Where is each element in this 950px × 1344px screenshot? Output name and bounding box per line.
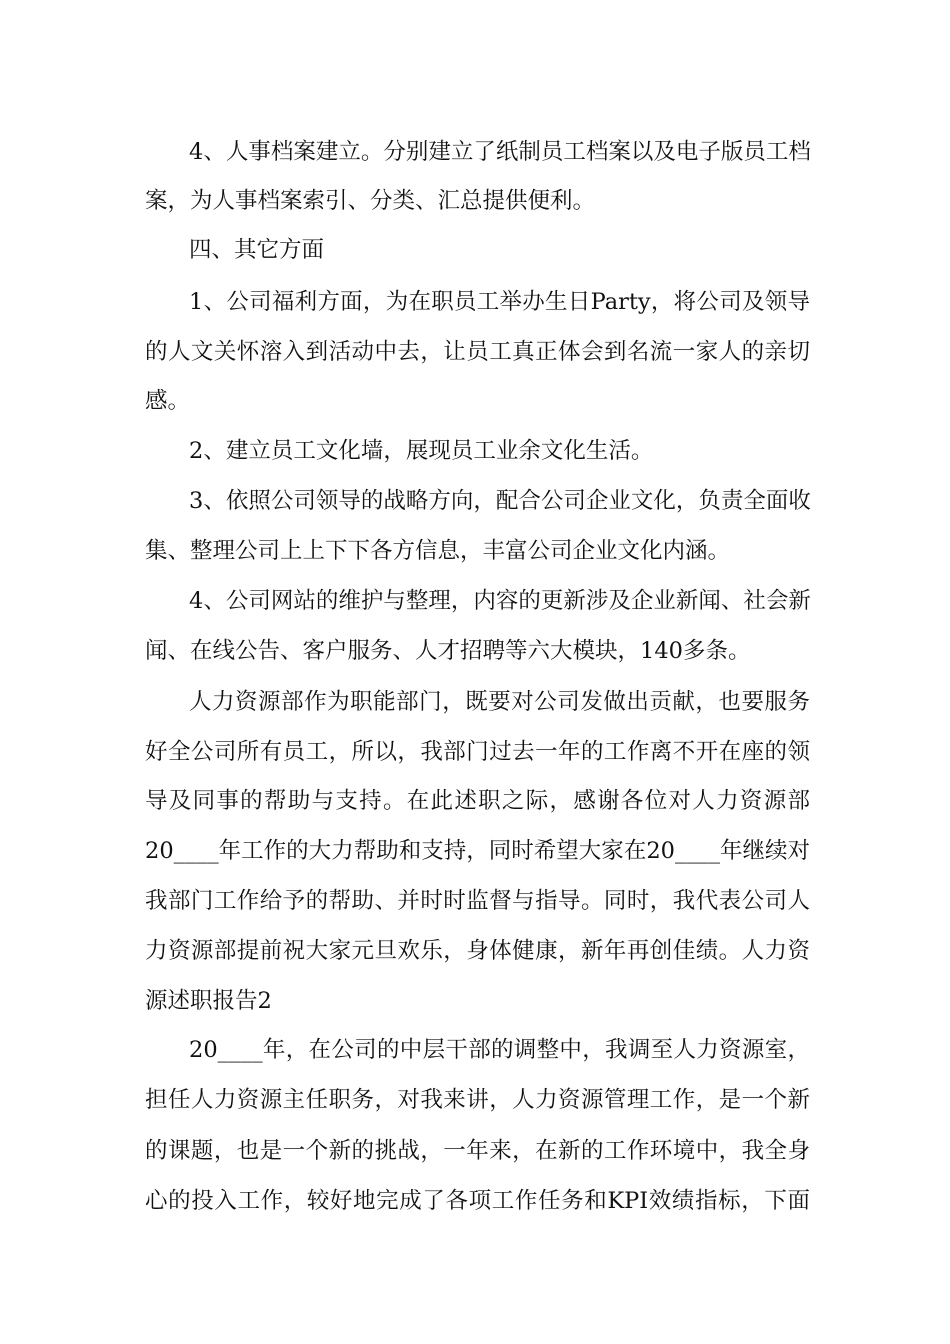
text-line: 担任人力资源主任职务，对我来讲，人力资源管理工作，是一个新	[145, 1087, 810, 1113]
text-line: 我部门工作给予的帮助、并时时监督与指导。同时，我代表公司人	[145, 888, 810, 914]
section-heading: 四、其它方面	[189, 237, 325, 263]
text-line: 4、人事档案建立。分别建立了纸制员工档案以及电子版员工档	[189, 139, 811, 165]
text-line: 闻、在线公告、客户服务、人才招聘等六大模块，140多条。	[145, 638, 751, 664]
text-line: 好全公司所有员工，所以，我部门过去一年的工作离不开在座的领	[145, 739, 810, 765]
text-line: 集、整理公司上上下下各方信息，丰富公司企业文化内涵。	[145, 538, 731, 564]
text-line: 案，为人事档案索引、分类、汇总提供便利。	[145, 188, 596, 214]
text-line: 力资源部提前祝大家元旦欢乐，身体健康，新年再创佳绩。人力资	[145, 938, 810, 964]
text-line: 感。	[145, 388, 191, 414]
text-line: 的课题，也是一个新的挑战，一年来，在新的工作环境中，我全身	[145, 1138, 810, 1164]
text-line: 20____年，在公司的中层干部的调整中，我调至人力资源室，	[189, 1037, 810, 1063]
text-line: 导及同事的帮助与支持。在此述职之际，感谢各位对人力资源部	[145, 788, 810, 814]
text-line: 3、依照公司领导的战略方向，配合公司企业文化，负责全面收	[189, 488, 811, 514]
text-line: 1、公司福利方面，为在职员工举办生日Party，将公司及领导	[189, 289, 810, 315]
text-line: 2、建立员工文化墙，展现员工业余文化生活。	[189, 438, 654, 464]
text-line: 心的投入工作，较好地完成了各项工作任务和KPI效绩指标，下面	[145, 1188, 810, 1214]
text-line: 源述职报告2	[145, 988, 272, 1014]
text-line: 20____年工作的大力帮助和支持，同时希望大家在20____年继续对	[145, 838, 810, 864]
text-line: 4、公司网站的维护与整理，内容的更新涉及企业新闻、社会新	[189, 588, 811, 614]
text-line: 人力资源部作为职能部门，既要对公司发做出贡献，也要服务	[189, 689, 810, 715]
text-line: 的人文关怀溶入到活动中去，让员工真正体会到名流一家人的亲切	[145, 339, 810, 365]
